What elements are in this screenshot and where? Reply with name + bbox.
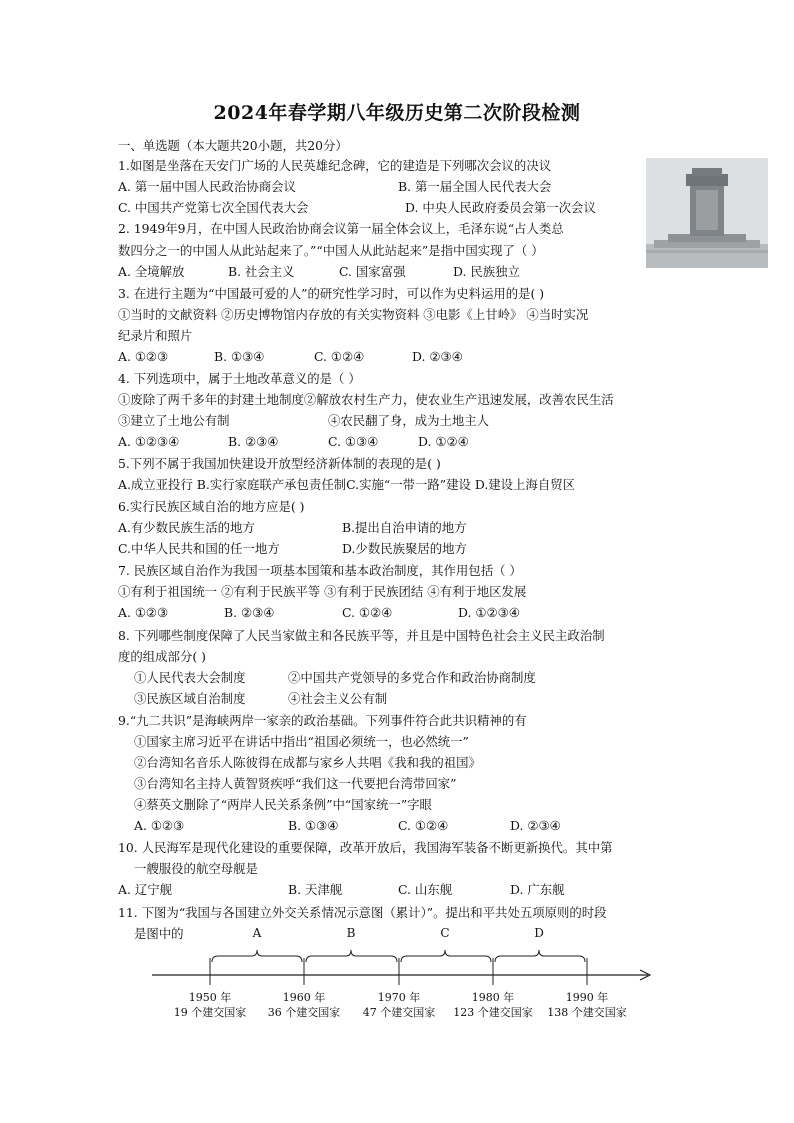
q4-item-4: ④农民翻了身，成为土地主人 <box>328 413 490 428</box>
q6-option-b: B.提出自治申请的地方 <box>342 520 467 535</box>
q9-item-1: ①国家主席习近平在讲话中指出“祖国必须统一，也必然统一” <box>134 734 469 749</box>
q9-item-2: ②台湾知名音乐人陈彼得在成都与家乡人共唱《我和我的祖国》 <box>134 755 481 770</box>
timeline-year: 1970 年 <box>377 991 421 1004</box>
q10-option-b: B. 天津舰 <box>288 882 343 897</box>
q3-option-c: C. ①②④ <box>314 349 365 364</box>
q4-option-d: D. ①②④ <box>418 434 469 449</box>
q10-line-1: 10. 人民海军是现代化建设的重要保障，改革开放后，我国海军装备不断更新换代。其中第 <box>118 840 613 855</box>
q2-option-a: A. 全境解放 <box>118 264 185 279</box>
q7-stem: 7. 民族区域自治作为我国一项基本国策和基本政治制度，其作用包括（ ） <box>118 563 522 578</box>
q3-option-d: D. ②③④ <box>412 349 463 364</box>
q7-items: ①有利于祖国统一 ②有利于民族平等 ③有利于民族团结 ④有利于地区发展 <box>118 584 527 599</box>
q1-stem: 1.如图是坐落在天安门广场的人民英雄纪念碑，它的建造是下列哪次会议的决议 <box>118 158 552 173</box>
q3-option-a: A. ①②③ <box>118 349 169 364</box>
q8-item-4: ④社会主义公有制 <box>288 691 388 706</box>
timeline-year: 1950 年 <box>188 991 232 1004</box>
q3-line-2: ①当时的文献资料 ②历史博物馆内存放的有关实物资料 ③电影《上甘岭》 ④当时实况 <box>118 307 589 322</box>
q3-line-3: 纪录片和照片 <box>118 328 193 343</box>
q7-option-d: D. ①②③④ <box>458 605 520 620</box>
q4-item-3: ③建立了土地公有制 <box>118 413 230 428</box>
q9-item-3: ③台湾知名主持人黄智贤疾呼“我们这一代要把台湾带回家” <box>134 776 457 791</box>
q6-option-d: D.少数民族聚居的地方 <box>342 541 467 556</box>
page-title: 2024年春学期八年级历史第二次阶段检测 <box>213 102 581 124</box>
timeline-year: 1980 年 <box>471 991 515 1004</box>
monument-photo <box>646 158 768 268</box>
timeline-year: 1990 年 <box>565 991 609 1004</box>
q8-line-1: 8. 下列哪些制度保障了人民当家做主和各民族平等，并且是中国特色社会主义民主政治制 <box>118 628 605 643</box>
q9-option-c: C. ①②④ <box>398 818 449 833</box>
q8-item-3: ③民族区域自治制度 <box>134 691 246 706</box>
q11-line-2: 是图中的 <box>134 926 184 941</box>
q6-stem: 6.实行民族区域自治的地方应是( ) <box>118 499 305 514</box>
q4-option-c: C. ①③④ <box>328 434 379 449</box>
q1-option-b: B. 第一届全国人民代表大会 <box>398 179 552 194</box>
timeline-year: 1960 年 <box>282 991 326 1004</box>
q8-line-2: 度的组成部分( ) <box>118 649 206 664</box>
q5-options: A.成立亚投行 B.实行家庭联产承包责任制C.实施“一带一路”建设 D.建设上海自贸区 <box>118 477 575 492</box>
q7-option-a: A. ①②③ <box>118 605 169 620</box>
q4-line-2: ①废除了两千多年的封建土地制度②解放农村生产力，使农业生产迅速发展，改善农民生活 <box>118 392 614 407</box>
timeline-count: 138 个建交国家 <box>547 1006 627 1019</box>
q6-option-c: C.中华人民共和国的任一地方 <box>118 541 280 556</box>
timeline-segment-b: B <box>346 926 356 940</box>
q9-stem: 9.“九二共识”是海峡两岸一家亲的政治基础。下列事件符合此共识精神的有 <box>118 713 527 728</box>
q4-option-a: A. ①②③④ <box>118 434 180 449</box>
q4-option-b: B. ②③④ <box>228 434 279 449</box>
q2-option-d: D. 民族独立 <box>453 264 520 279</box>
q1-option-d: D. 中央人民政府委员会第一次会议 <box>405 200 596 215</box>
q7-option-c: C. ①②④ <box>342 605 393 620</box>
timeline-count: 19 个建交国家 <box>173 1006 247 1019</box>
q10-option-a: A. 辽宁舰 <box>118 882 172 897</box>
q10-line-2: 一艘服役的航空母舰是 <box>134 861 258 876</box>
q6-option-a: A.有少数民族生活的地方 <box>118 520 255 535</box>
timeline-segment-a: A <box>252 926 262 940</box>
q2-line-1: 2. 1949年9月，在中国人民政治协商会议第一届全体会议上，毛泽东说“占人类总 <box>118 221 564 236</box>
q11-line-1: 11. 下图为“我国与各国建立外交关系情况示意图（累计）”。提出和平共处五项原则的时段 <box>118 905 607 920</box>
q10-option-d: D. 广东舰 <box>510 882 565 897</box>
q1-option-a: A. 第一届中国人民政治协商会议 <box>118 179 296 194</box>
q2-option-c: C. 国家富强 <box>339 264 406 279</box>
q3-option-b: B. ①③④ <box>214 349 265 364</box>
q9-option-a: A. ①②③ <box>134 818 185 833</box>
q2-option-b: B. 社会主义 <box>228 264 295 279</box>
q10-option-c: C. 山东舰 <box>398 882 453 897</box>
timeline-count: 123 个建交国家 <box>453 1006 533 1019</box>
section-heading: 一、单选题（本大题共20小题，共20分） <box>118 138 348 153</box>
q1-option-c: C. 中国共产党第七次全国代表大会 <box>118 200 309 215</box>
q7-option-b: B. ②③④ <box>224 605 275 620</box>
timeline-count: 36 个建交国家 <box>267 1006 341 1019</box>
timeline-segment-c: C <box>440 926 450 940</box>
timeline-segment-d: D <box>534 926 544 940</box>
q2-line-2: 数四分之一的中国人从此站起来了。”“中国人从此站起来”是指中国实现了（ ） <box>118 243 544 258</box>
q8-item-2: ②中国共产党领导的多党合作和政治协商制度 <box>288 670 536 685</box>
q9-item-4: ④蔡英文删除了“两岸人民关系条例”中“国家统一”字眼 <box>134 797 432 812</box>
timeline-count: 47 个建交国家 <box>362 1006 436 1019</box>
q9-option-b: B. ①③④ <box>288 818 339 833</box>
q8-item-1: ①人民代表大会制度 <box>134 670 246 685</box>
q3-line-1: 3. 在进行主题为“中国最可爱的人”的研究性学习时，可以作为史料运用的是( ) <box>118 286 545 301</box>
q5-stem: 5.下列不属于我国加快建设开放型经济新体制的表现的是( ) <box>118 456 441 471</box>
q4-line-1: 4. 下列选项中，属于土地改革意义的是（ ） <box>118 371 361 386</box>
q9-option-d: D. ②③④ <box>510 818 561 833</box>
